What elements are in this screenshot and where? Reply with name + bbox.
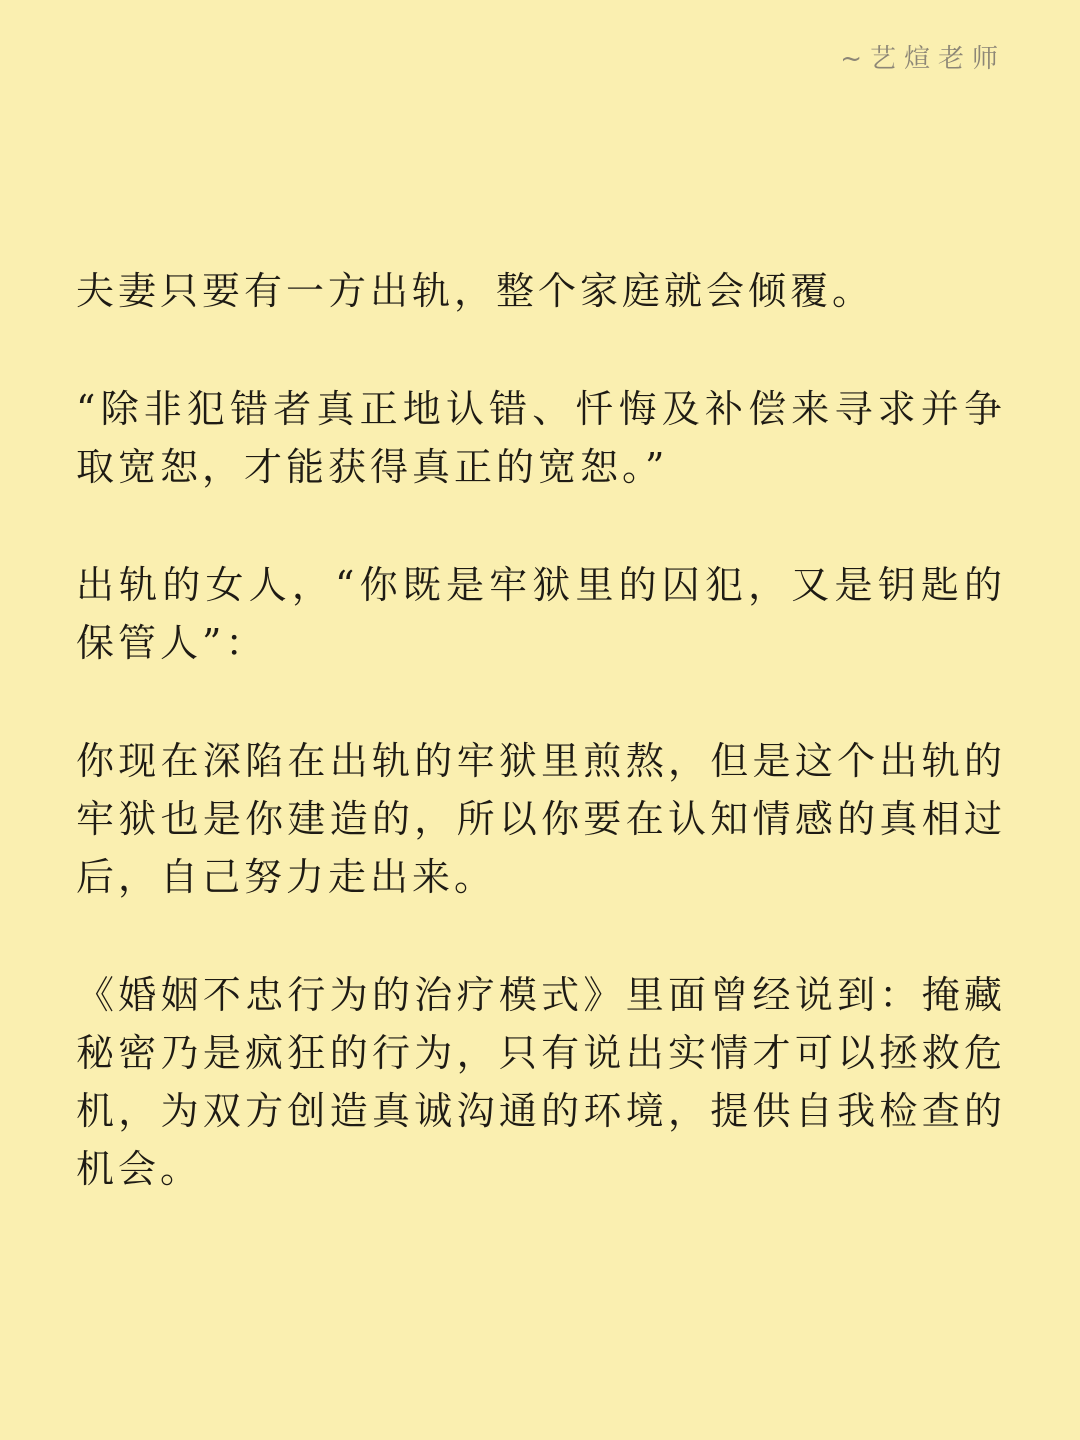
paragraph-5: 《婚姻不忠行为的治疗模式》里面曾经说到：掩藏秘密乃是疯狂的行为，只有说出实情才可以拯救危机，为双方创造真诚沟通的环境，提供自我检查的机会。 [76,973,1006,1191]
author-signature: ~艺煊老师 [840,44,1006,74]
paragraph-4: 你现在深陷在出轨的牢狱里煎熬，但是这个出轨的牢狱也是你建造的，所以你要在认知情感的真相过后，自己努力走出来。 [76,739,1006,899]
article-body [76,262,1006,1198]
paragraph-1: 夫妻只要有一方出轨，整个家庭就会倾覆。 [76,269,875,313]
paragraph-2: “除非犯错者真正地认错、忏悔及补偿来寻求并争取宽恕，才能获得真正的宽恕。” [76,387,1006,489]
paragraph-3: 出轨的女人，“你既是牢狱里的囚犯，又是钥匙的保管人”： [76,563,1006,665]
